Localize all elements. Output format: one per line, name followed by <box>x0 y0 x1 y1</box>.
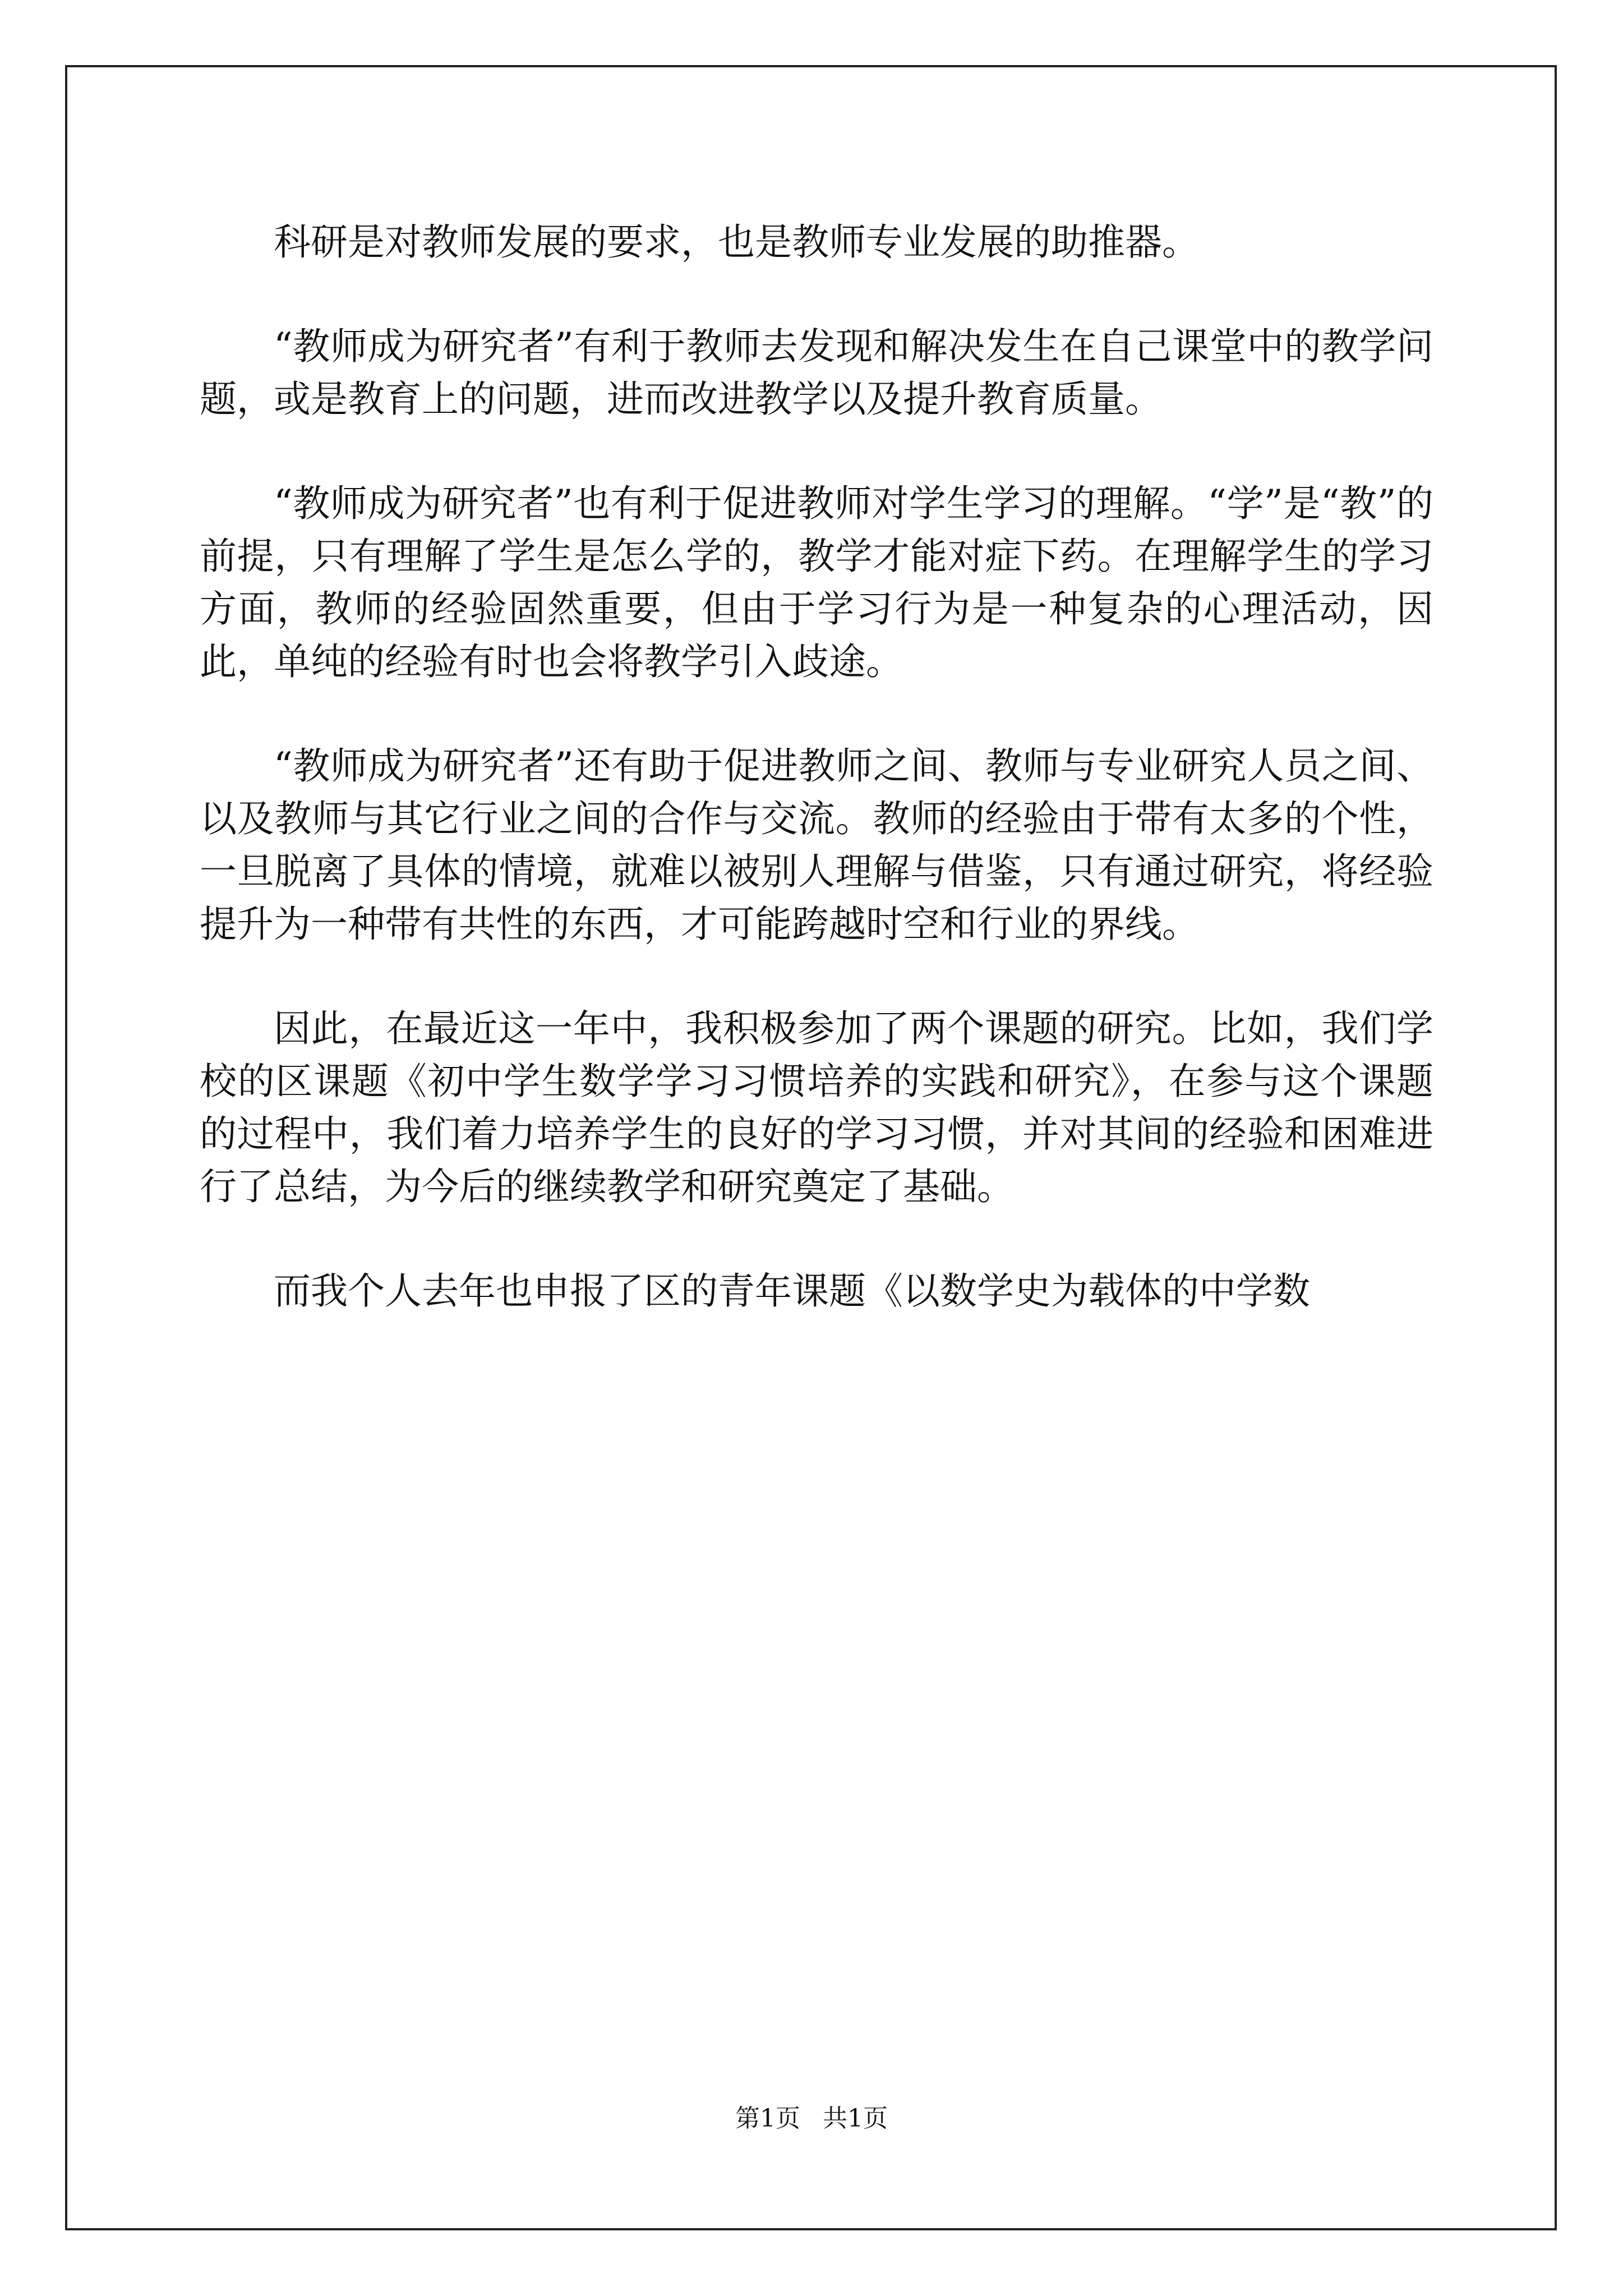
paragraph: 科研是对教师发展的要求，也是教师专业发展的助推器。 <box>274 220 1199 264</box>
paragraph: “教师成为研究者”还有助于促进教师之间、教师与专业研究人员之间、以及教师与其它行业之间的合作与交流。教师的经验由于带有太多的个性，一旦脱离了具体的情境，就难以被别人理解与借鉴，只有通过研究，将经验提升为一种带有共性的东西，才可能跨越时空和行业的界线。 <box>200 744 1433 946</box>
page-total: 共1页 <box>823 2104 888 2133</box>
paragraph: “教师成为研究者”有利于教师去发现和解决发生在自己课堂中的教学问题，或是教育上的问题，进而改进教学以及提升教育质量。 <box>200 325 1433 421</box>
paragraph: “教师成为研究者”也有利于促进教师对学生学习的理解。“学”是“教”的前提，只有理解了学生是怎么学的，教学才能对症下药。在理解学生的学习方面，教师的经验固然重要，但由于学习行为是一种复杂的心理活动，因此，单纯的经验有时也会将教学引入歧途。 <box>200 482 1433 683</box>
paragraph: 因此，在最近这一年中，我积极参加了两个课题的研究。比如，我们学校的区课题《初中学生数学学习习惯培养的实践和研究》，在参与这个课题的过程中，我们着力培养学生的良好的学习习惯，并对其间的经验和困难进行了总结，为今后的继续教学和研究奠定了基础。 <box>200 1007 1433 1208</box>
page-footer <box>0 2098 1623 2134</box>
paragraph: 而我个人去年也申报了区的青年课题《以数学史为载体的中学数 <box>274 1269 1310 1313</box>
page-number: 第1页 <box>735 2104 800 2133</box>
document-body <box>200 216 1433 1369</box>
